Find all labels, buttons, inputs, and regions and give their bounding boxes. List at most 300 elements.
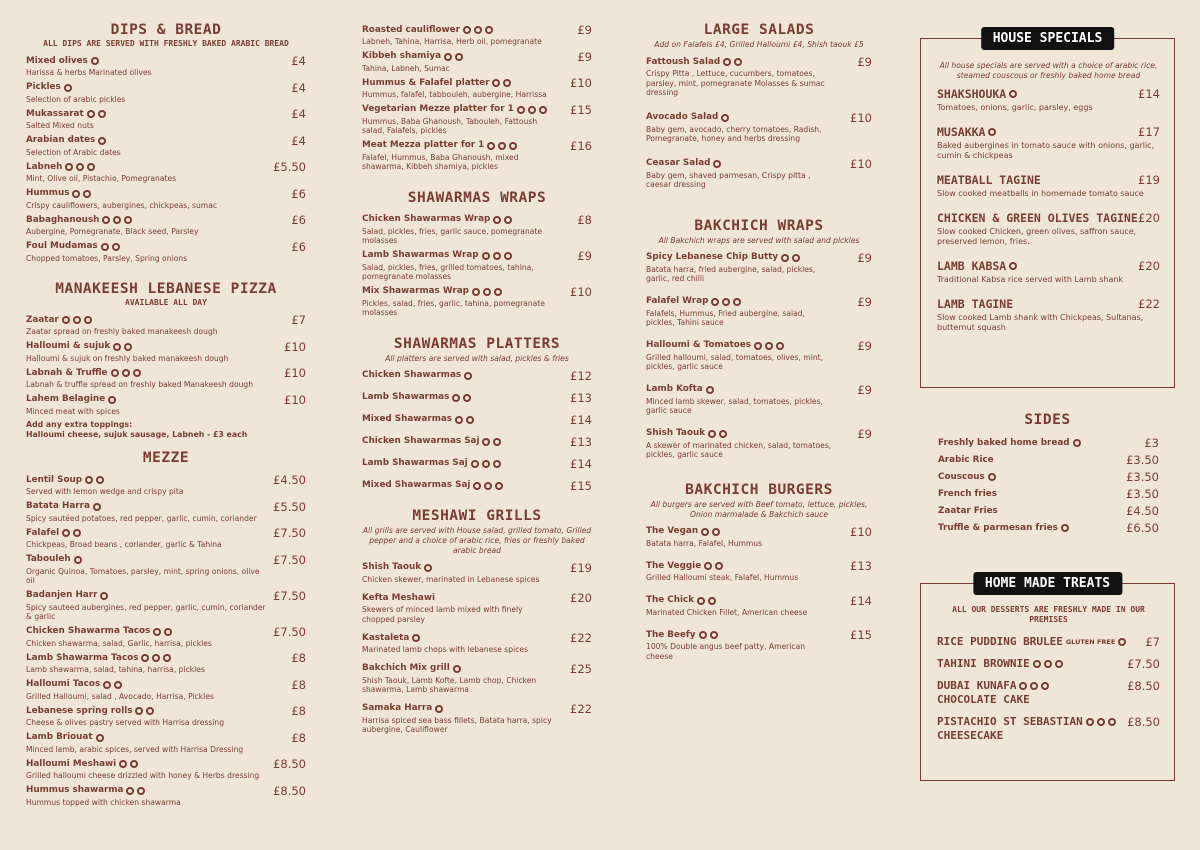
menu-item-name: Lahem Belagine [26, 394, 106, 404]
dietary-icon [472, 288, 480, 296]
menu-item-description: Hummus topped with chicken shawarma [26, 797, 181, 807]
grills-note: All grills are served with House salad, grilled tomato, Grilled pepper and a choice of arabic rice, fries or freshly baked arabic bread [362, 525, 592, 555]
dietary-icon [464, 372, 472, 380]
menu-item-description: Batata harra, fried aubergine, salad, pickles, garlic, red chilli [646, 264, 816, 283]
menu-item-name: Kefta Meshawi [362, 592, 435, 603]
menu-item-name: Chicken Shawarmas Saj [362, 436, 480, 446]
menu-item [646, 384, 872, 416]
dietary-icon [91, 57, 99, 65]
house-special-item [937, 173, 1160, 199]
dietary-icon [141, 654, 149, 662]
menu-item-description: Minced lamb skewer, salad, tomatoes, pickles, garlic sauce [646, 396, 823, 415]
dietary-icon [708, 430, 716, 438]
dietary-icon [504, 252, 512, 260]
extra-toppings-text: Halloumi cheese, sujuk sausage, Labneh - £3 each [26, 430, 248, 439]
menu-item [646, 112, 872, 144]
menu-item-name: Mukassarat [26, 108, 84, 119]
menu-item-price: £9 [857, 338, 872, 353]
treat-price: £8.50 [1127, 679, 1160, 693]
menu-item-name: Halloumi Tacos [26, 679, 101, 689]
menu-item-description: Grilled Halloumi steak, Falafel, Hummus [646, 573, 799, 582]
menu-item [26, 626, 306, 649]
menu-item-price: £8.50 [273, 757, 306, 771]
sides-list [920, 436, 1175, 535]
salads-list [646, 56, 872, 190]
menu-item [26, 188, 306, 211]
menu-item-description: Falafels, Hummus, Fried aubergine, salad, pickles, Tahini sauce [646, 308, 805, 327]
menu-item-name: The Veggie [646, 560, 702, 571]
menu-item [26, 214, 306, 237]
dietary-icon [122, 369, 130, 377]
menu-item-name: Halloumi & sujuk [26, 341, 111, 351]
menu-item-price: £10 [850, 110, 872, 125]
menu-item [362, 214, 592, 246]
burgers-list [646, 526, 872, 662]
menu-item-price: £4.50 [273, 473, 306, 487]
mezze-continued-list [362, 24, 592, 172]
menu-item [362, 104, 592, 136]
menu-item-price: £10 [284, 392, 306, 407]
menu-item-price: £20 [570, 591, 592, 605]
menu-item [26, 367, 306, 390]
menu-item-description: Shish Taouk, Lamb Kofte, Lamb chop, Chicken shawarma, Lamb shawarma [362, 675, 537, 694]
menu-item-name: Labneh [26, 161, 63, 172]
menu-item-description: Minced meat with spices [26, 406, 120, 416]
dietary-icon [471, 460, 479, 468]
menu-item-price: £10 [284, 339, 306, 354]
treat-name-line2: CHOCOLATE CAKE [937, 693, 1030, 706]
menu-item-name: Hummus & Falafel platter [362, 77, 490, 88]
menu-item [26, 55, 306, 78]
section-title-burgers: BAKCHICH BURGERS [685, 481, 833, 498]
section-title-grills: MESHAWI GRILLS [412, 507, 542, 524]
menu-item [26, 394, 306, 417]
dietary-icon [137, 787, 145, 795]
gluten-free-tag: GLUTEN FREE [1065, 638, 1116, 646]
grills-list [362, 562, 592, 735]
column-2 [362, 24, 592, 743]
treat-item [937, 657, 1160, 671]
menu-item-description: Halloumi & sujuk on freshly baked manakeesh dough [26, 353, 229, 363]
menu-item [362, 24, 592, 47]
dietary-icon [64, 84, 72, 92]
menu-item-name: Lentil Soup [26, 474, 83, 485]
menu-item-name: Shish Taouk [646, 428, 706, 438]
menu-item-description: Marinated lamb chops with lebanese spices [362, 645, 529, 654]
house-special-price: £14 [1138, 87, 1160, 101]
side-item [938, 436, 1159, 450]
menu-item-price: £8 [577, 212, 592, 227]
dietary-icon [710, 631, 718, 639]
menu-item [26, 785, 306, 808]
menu-item [26, 82, 306, 105]
menu-item-name: Lamb Kofta [646, 384, 703, 394]
menu-item [646, 340, 872, 372]
side-item [938, 521, 1159, 535]
menu-item-price: £4 [291, 107, 306, 121]
menu-item [26, 135, 306, 158]
menu-item-name: Mix Shawarmas Wrap [362, 286, 469, 296]
section-title-mezze: MEZZE [142, 450, 190, 466]
menu-item [362, 140, 592, 172]
treat-price: £8.50 [1127, 715, 1160, 729]
dietary-icon [455, 416, 463, 424]
side-item [938, 470, 1159, 484]
side-name: French fries [938, 489, 997, 499]
menu-item [646, 629, 872, 661]
menu-item-description: Mint, Olive oil, Pistachio, Pomegranates [26, 174, 177, 183]
menu-item [362, 77, 592, 100]
menu-item-price: £15 [570, 102, 592, 117]
dips-list [26, 55, 306, 263]
side-price: £3.50 [1126, 453, 1159, 467]
menu-item-name: Arabian dates [26, 135, 96, 145]
dietary-icon [93, 503, 101, 511]
menu-item-name: Roasted cauliflower [362, 24, 460, 35]
menu-item-price: £16 [570, 138, 592, 153]
dietary-icon [712, 528, 720, 536]
dietary-icon [713, 160, 721, 168]
menu-item-price: £7.50 [273, 588, 306, 603]
menu-item-price: £22 [570, 701, 592, 716]
platters-note: All platters are served with salad, pickles & fries [385, 353, 569, 363]
menu-item-price: £7.50 [273, 624, 306, 639]
dietary-icon [85, 476, 93, 484]
house-specials-note: All house specials are served with a choice of arabic rice, steamed couscous or freshly baked home bread [939, 61, 1158, 80]
dietary-icon [87, 163, 95, 171]
menu-item [362, 562, 592, 585]
menu-item-price: £9 [577, 248, 592, 263]
platters-list [362, 370, 592, 492]
menu-item-price: £8 [291, 651, 306, 665]
menu-item-description: Zaatar spread on freshly baked manakeesh dough [26, 327, 218, 336]
dietary-icon [65, 163, 73, 171]
menu-item-description: Spicy sautéed potatoes, red pepper, garlic, cumin, coriander [26, 513, 257, 523]
dietary-icon [126, 787, 134, 795]
dietary-icon [498, 142, 506, 150]
treats-box [920, 576, 1175, 781]
menu-item-description: Pickles, salad, fries, garlic, tahina, pomegranate molasses [362, 298, 545, 317]
menu-item [362, 392, 592, 404]
dietary-icon [503, 79, 511, 87]
dietary-icon [721, 114, 729, 122]
menu-item-name: Vegetarian Mezze platter for 1 [362, 104, 514, 114]
menu-item-price: £13 [850, 559, 872, 573]
menu-item-name: Foul Mudamas [26, 241, 98, 251]
dietary-icon [509, 142, 517, 150]
menu-item-description: Falafel, Hummus, Baba Ghanoush, mixed shawarma, Kibbeh shamiya, pickles [362, 152, 519, 171]
menu-item [26, 108, 306, 131]
house-special-item [937, 259, 1160, 285]
menu-item-name: Lamb Shawarmas Wrap [362, 250, 479, 260]
menu-item-name: The Chick [646, 595, 695, 605]
dietary-icon [152, 654, 160, 662]
mezze-list [26, 474, 306, 807]
dietary-icon [124, 216, 132, 224]
treat-item [937, 715, 1160, 743]
side-price: £3 [1144, 436, 1159, 450]
dietary-icon [474, 26, 482, 34]
side-price: £6.50 [1126, 521, 1159, 535]
house-special-name: MEATBALL TAGINE [937, 172, 1041, 187]
manakeesh-list [26, 314, 306, 416]
menu-item [362, 414, 592, 426]
dietary-icon [504, 216, 512, 224]
dietary-icon [493, 460, 501, 468]
menu-item-description: Baby gem, avocado, cherry tomatoes, Radish, Pomegranate, honey and herbs dressing [646, 124, 822, 143]
menu-item-name: Labnah & Truffle [26, 367, 108, 378]
menu-item-description: Grilled halloumi, salad, tomatoes, olives, mint, pickles, garlic sauce [646, 352, 824, 371]
house-special-description: Slow cooked Chicken, green olives, saffron sauce, preserved lemon, fries. [937, 227, 1137, 246]
dietary-icon [473, 482, 481, 490]
menu-item-description: Harissa & herbs Marinated olives [26, 68, 152, 77]
dietary-icon [113, 343, 121, 351]
side-item [938, 504, 1159, 518]
dietary-icon [452, 394, 460, 402]
dietary-icon [493, 252, 501, 260]
house-specials-title: HOUSE SPECIALS [981, 27, 1115, 50]
menu-item-description: Hummus, falafel, tabbouleh, aubergine, Harrissa [362, 90, 547, 99]
dietary-icon [98, 110, 106, 118]
menu-item [26, 241, 306, 264]
menu-item-name: Falafel Wrap [646, 296, 709, 306]
dietary-icon [73, 529, 81, 537]
menu-item-price: £5.50 [273, 499, 306, 514]
side-item [938, 453, 1159, 467]
dietary-icon [492, 79, 500, 87]
menu-item-name: Pickles [26, 82, 61, 92]
dietary-icon [493, 216, 501, 224]
menu-item-name: Samaka Harra [362, 703, 433, 713]
dietary-icon [701, 528, 709, 536]
menu-item-price: £10 [850, 156, 872, 171]
menu-item-price: £13 [570, 434, 592, 449]
house-special-description: Tomatoes, onions, garlic, parsley, eggs [937, 103, 1093, 112]
dietary-icon [96, 476, 104, 484]
dietary-icon [1030, 682, 1038, 690]
dietary-icon [484, 482, 492, 490]
menu-item-description: Labneh, Tahina, Harrisa, Herb oil, pomegranate [362, 37, 542, 46]
menu-item-description: Selection of Arabic dates [26, 147, 121, 157]
menu-item-price: £6 [291, 239, 306, 254]
menu-item [646, 526, 872, 549]
side-name: Couscous [938, 472, 985, 482]
dietary-icon [124, 343, 132, 351]
menu-item-description: Salad, pickles, fries, grilled tomatoes, tahina, pomegranate molasses [362, 262, 534, 281]
treat-name: TAHINI BROWNIE [937, 657, 1030, 670]
menu-item-name: Halloumi & Tomatoes [646, 340, 752, 350]
dietary-icon [495, 482, 503, 490]
dietary-icon [482, 438, 490, 446]
side-price: £3.50 [1126, 470, 1159, 484]
house-special-description: Slow cooked meatballs in homemade tomato sauce [937, 189, 1144, 198]
menu-item [646, 595, 872, 618]
extra-toppings-heading: Add any extra toppings: [26, 420, 133, 429]
dietary-icon [100, 592, 108, 600]
menu-item-price: £8 [291, 730, 306, 745]
dietary-icon [111, 369, 119, 377]
menu-item [26, 474, 306, 497]
menu-item-price: £9 [857, 250, 872, 265]
dietary-icon [988, 128, 996, 136]
menu-item-description: Labnah & truffle spread on freshly baked Manakeesh dough [26, 380, 254, 389]
menu-item [362, 663, 592, 695]
dietary-icon [1097, 718, 1105, 726]
dietary-icon [1033, 660, 1041, 668]
dietary-icon [133, 369, 141, 377]
menu-item [26, 161, 306, 184]
menu-item-price: £19 [570, 560, 592, 575]
dietary-icon [1086, 718, 1094, 726]
menu-item-price: £9 [857, 55, 872, 69]
menu-item-name: Lamb Briouat [26, 732, 93, 742]
section-title-wraps: SHAWARMAS WRAPS [407, 189, 547, 206]
menu-item-price: £7.50 [273, 526, 306, 540]
menu-item [362, 480, 592, 492]
menu-item-name: Hummus [26, 188, 70, 198]
dietary-icon [76, 163, 84, 171]
menu-item-price: £9 [857, 426, 872, 441]
dietary-icon [435, 705, 443, 713]
menu-item-name: Mixed olives [26, 55, 88, 66]
house-special-description: Baked aubergines in tomato sauce with onions, garlic, cumin & chickpeas [937, 141, 1155, 160]
dietary-icon [112, 243, 120, 251]
menu-item-price: £10 [850, 524, 872, 539]
menu-item [362, 286, 592, 318]
house-special-description: Slow cooked Lamb shank with Chickpeas, Sultanas, butternut squash [937, 313, 1144, 332]
dietary-icon [734, 58, 742, 66]
house-specials-box [920, 31, 1175, 388]
menu-item [362, 370, 592, 382]
menu-item [362, 703, 592, 735]
menu-item-name: Kastaleta [362, 632, 410, 643]
house-special-name: LAMB KABSA [937, 258, 1007, 273]
menu-item [26, 732, 306, 755]
menu-item-description: Lamb shawarma, salad, tahina, harrisa, pickles [26, 665, 205, 674]
house-special-price: £20 [1138, 211, 1160, 225]
dietary-icon [466, 416, 474, 424]
side-name: Truffle & parmesan fries [938, 523, 1058, 533]
treats-note: ALL OUR DESSERTS ARE FRESHLY MADE IN OUR PREMISES [952, 605, 1145, 624]
menu-item-name: Tabouleh [26, 554, 71, 564]
dietary-icon [1009, 90, 1017, 98]
dietary-icon [699, 631, 707, 639]
menu-item-price: £10 [284, 366, 306, 380]
bwraps-list [646, 252, 872, 460]
treats-list [937, 635, 1160, 743]
menu-item-description: Salad, pickles, fries, garlic sauce, pomegranate molasses [362, 226, 543, 245]
house-special-price: £22 [1138, 297, 1160, 311]
dietary-icon [539, 106, 547, 114]
menu-item [26, 705, 306, 728]
menu-item [646, 158, 872, 190]
menu-item [362, 458, 592, 470]
menu-item-price: £14 [570, 412, 592, 427]
section-subtitle-dips: ALL DIPS ARE SERVED WITH FRESHLY BAKED ARABIC BREAD [43, 39, 289, 48]
menu-item-price: £10 [570, 284, 592, 299]
menu-item [26, 554, 306, 586]
dietary-icon [72, 190, 80, 198]
menu-item [362, 592, 592, 624]
menu-item-description: Salted Mixed nuts [26, 121, 94, 130]
dietary-icon [1055, 660, 1063, 668]
menu-item-price: £8 [291, 704, 306, 718]
menu-item-name: The Vegan [646, 526, 699, 536]
house-special-price: £17 [1138, 125, 1160, 139]
menu-item [646, 428, 872, 460]
dietary-icon [87, 110, 95, 118]
menu-item [362, 51, 592, 74]
burgers-note: All burgers are served with Beef tomato, lettuce, pickles, Onion marmalade & Bakchich sauce [650, 499, 868, 519]
dietary-icon [98, 137, 106, 145]
menu-item-price: £13 [570, 390, 592, 405]
treat-item [937, 679, 1160, 707]
side-item [938, 487, 1159, 501]
dietary-icon [119, 760, 127, 768]
side-name: Freshly baked home bread [938, 438, 1070, 448]
dietary-icon [494, 288, 502, 296]
menu-item-price: £14 [570, 456, 592, 471]
column-3 [646, 22, 872, 673]
house-specials-list [937, 87, 1160, 333]
menu-item-name: Chicken Shawarma Tacos [26, 626, 151, 636]
dietary-icon [62, 316, 70, 324]
menu-item-description: Harrisa spiced sea bass fillets, Batata harra, spicy aubergine, Cauliflower [362, 715, 552, 734]
menu-item-description: Spicy sauteed aubergines, red pepper, garlic, cumin, coriander & garlic [26, 602, 266, 621]
menu-item-price: £8 [291, 677, 306, 692]
treat-name: DUBAI KUNAFA [937, 679, 1017, 692]
menu-item [646, 560, 872, 583]
house-special-item [937, 87, 1160, 113]
menu-item-name: Shish Taouk [362, 562, 422, 572]
dietary-icon [765, 342, 773, 350]
menu-item-name: Ceasar Salad [646, 158, 711, 168]
dietary-icon [706, 386, 714, 394]
menu-item-name: Chicken Shawarmas [362, 370, 462, 380]
menu-item-price: £15 [850, 628, 872, 642]
house-special-name: MUSAKKA [937, 124, 986, 139]
column-1 [26, 22, 306, 811]
dietary-icon [1108, 718, 1116, 726]
dietary-icon [493, 438, 501, 446]
house-special-item [937, 211, 1160, 247]
menu-item [26, 758, 306, 781]
menu-item-description: Organic Quinoa, Tomatoes, parsley, mint, spring onions, olive oil [26, 566, 260, 585]
menu-item-price: £9 [577, 49, 592, 64]
menu-item-description: Skewers of minced lamb mixed with finely chopped parsley [362, 605, 523, 624]
menu-item [646, 252, 872, 284]
dietary-icon [988, 473, 996, 481]
dietary-icon [722, 298, 730, 306]
menu-item-description: Batata harra, Falafel, Hummus [646, 538, 763, 548]
menu-item-name: Bakchich Mix grill [362, 663, 450, 673]
menu-item-price: £7.50 [273, 552, 306, 567]
menu-item [646, 56, 872, 98]
menu-item-price: £14 [850, 593, 872, 608]
menu-item [646, 296, 872, 328]
menu-item-price: £9 [857, 382, 872, 397]
menu-item-price: £8.50 [273, 783, 306, 798]
menu-item-name: Mixed Shawarmas Saj [362, 480, 471, 490]
section-title-dips: DIPS & BREAD [110, 22, 222, 38]
dietary-icon [1041, 682, 1049, 690]
menu-item-name: Kibbeh shamiya [362, 51, 442, 61]
menu-item-name: Hummus shawarma [26, 785, 124, 795]
dietary-icon [83, 190, 91, 198]
menu-item-description: Selection of arabic pickles [26, 94, 126, 104]
treats-title: HOME MADE TREATS [973, 572, 1122, 595]
menu-item-name: Batata Harra [26, 501, 90, 511]
